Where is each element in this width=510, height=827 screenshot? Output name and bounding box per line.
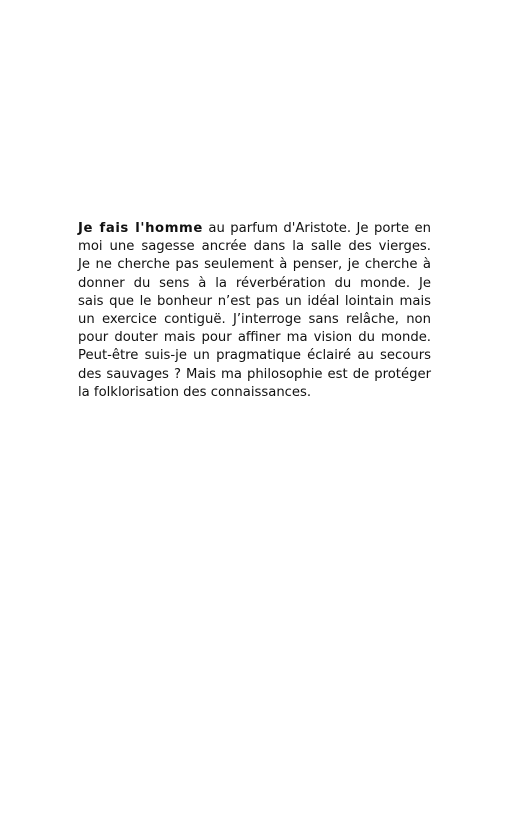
line-text: au parfum d'Aristote. Je porte en bbox=[202, 221, 431, 236]
paragraph-line: des sauvages ? Mais ma philosophie est de protéger bbox=[78, 366, 431, 382]
lead-phrase: Je fais l'homme bbox=[78, 221, 203, 236]
paragraph-line: donner du sens à la réverbération du monde. Je bbox=[78, 275, 431, 291]
paragraph-line: Peut-être suis-je un pragmatique éclairé au secours bbox=[78, 348, 431, 364]
paragraph-line: moi une sagesse ancrée dans la salle des vierges. bbox=[78, 239, 431, 255]
paragraph-line: Je ne cherche pas seulement à penser, je cherche à bbox=[78, 257, 431, 273]
paragraph-line: la folklorisation des connaissances. bbox=[78, 384, 312, 400]
body-paragraph bbox=[78, 220, 431, 402]
paragraph-line: pour douter mais pour affiner ma vision du monde. bbox=[78, 330, 431, 346]
paragraph-line: un exercice contiguë. J’interroge sans relâche, non bbox=[78, 312, 431, 328]
paragraph-line bbox=[78, 220, 431, 238]
paragraph-line: sais que le bonheur n’est pas un idéal lointain mais bbox=[78, 293, 431, 309]
